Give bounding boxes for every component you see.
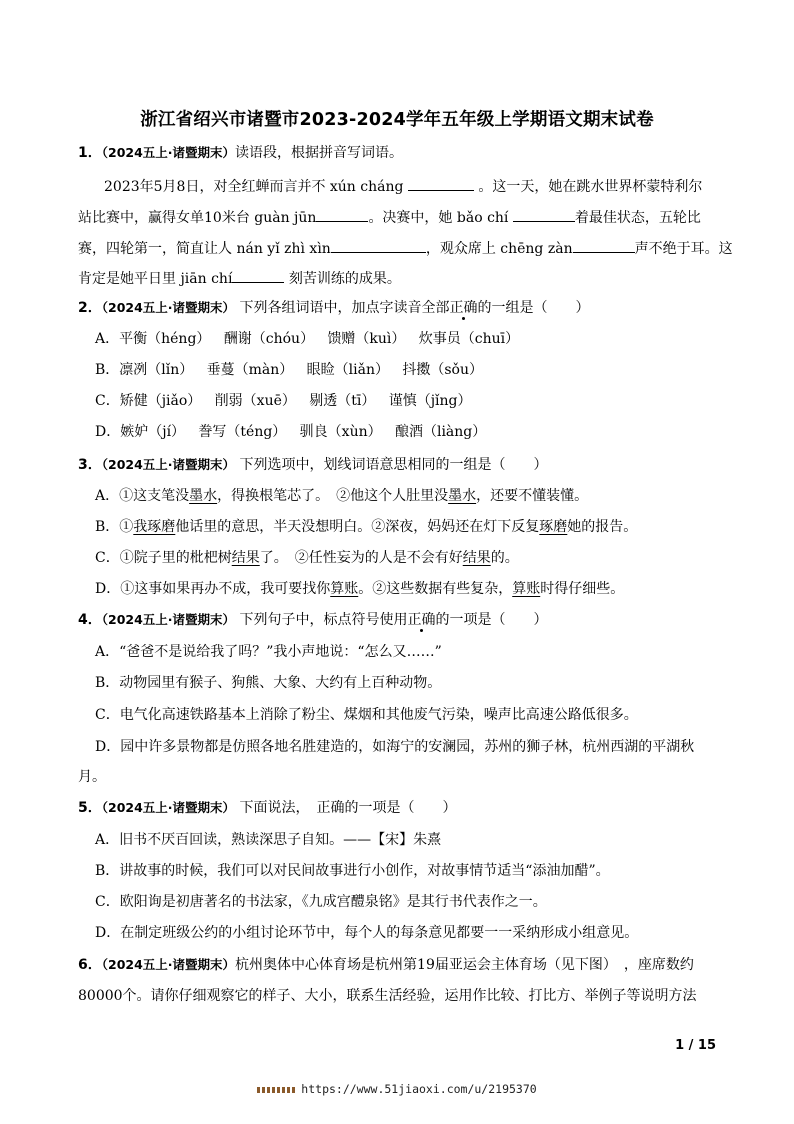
question-stem: 下列各组词语中，加点字读音全部 xyxy=(239,300,450,316)
answer-blank[interactable] xyxy=(408,175,474,191)
option-c[interactable]: C．欧阳询是初唐著名的书法家，《九成宫醴泉铭》是其行书代表作之一。 xyxy=(95,894,547,910)
text-segment: 刻苦训练的成果。 xyxy=(288,271,401,287)
underlined-word: 我琢磨 xyxy=(133,519,176,535)
footer-watermark xyxy=(0,1082,794,1096)
text-segment: 。②这些数据有些复杂， xyxy=(358,581,513,597)
question-stem: 下列句子中，标点符号使用 xyxy=(239,612,408,628)
answer-blank[interactable] xyxy=(232,267,284,283)
question-stem: 的一项是（ ） xyxy=(435,612,548,628)
word-item: 剔透（tī） xyxy=(309,393,376,409)
underlined-word: 算账 xyxy=(512,581,541,597)
word-item: 眼睑（liǎn） xyxy=(306,362,389,378)
question-stem: 杭州奥体中心体育场是杭州第19届亚运会主体育场（见下图） ，座席数约 xyxy=(235,957,694,973)
option-d[interactable] xyxy=(95,422,745,442)
question-3-header xyxy=(78,455,728,475)
text-segment: 他话里的意思，半天没想明白。②深夜，妈妈还在灯下反复 xyxy=(175,519,540,535)
text-segment: 她的报告。 xyxy=(567,519,638,535)
question-source: （2024五上·诸暨期末） xyxy=(101,800,236,815)
word-item: 嫉妒（jí） xyxy=(120,424,186,440)
question-6-stem-continued: 80000个。请你仔细观察它的样子、大小，联系生活经验，运用作比较、打比方、举例子等说明方法 xyxy=(78,988,697,1004)
question-number: 4． xyxy=(78,612,102,628)
question-stem: 的一组是（ ） xyxy=(477,300,590,316)
word-item: 酬谢（chóu） xyxy=(223,331,315,347)
emphasized-word: 正确 xyxy=(449,300,478,316)
exam-title: 浙江省绍兴市诸暨市2023-2024学年五年级上学期语文期末试卷 xyxy=(140,110,654,130)
text-segment: ①这支笔没 xyxy=(119,488,190,504)
option-a[interactable] xyxy=(95,329,745,349)
option-a[interactable]: A．旧书不厌百回读，熟读深思子自知。——【宋】朱熹 xyxy=(95,832,442,848)
word-item: 驯良（xùn） xyxy=(299,424,382,440)
underlined-word: 墨水 xyxy=(189,488,218,504)
underlined-word: 算账 xyxy=(330,581,359,597)
question-source: （2024五上·诸暨期末） xyxy=(101,145,236,160)
text-segment: 2023年5月8日，对全红蝉而言并不 xún cháng xyxy=(104,179,404,195)
text-segment: ①这事如果再办不成，我可要找你 xyxy=(120,581,331,597)
question-stem: 下列选项中，划线词语意思相同的一组是（ ） xyxy=(239,457,548,473)
text-segment: 肯定是她平日里 jiān chí xyxy=(78,271,233,287)
word-item: 垂蔓（màn） xyxy=(206,362,294,378)
question-source: （2024五上·诸暨期末） xyxy=(101,957,236,972)
answer-blank[interactable] xyxy=(513,206,575,222)
text-segment: ，还要不懂装懂。 xyxy=(476,488,589,504)
question-number: 6． xyxy=(78,957,102,973)
option-label: D． xyxy=(95,581,121,597)
word-item: 酿酒（liàng） xyxy=(394,424,487,440)
option-b[interactable]: B．讲故事的时候，我们可以对民间故事进行小创作，对故事情节适当“添油加醋”。 xyxy=(95,863,610,879)
word-item: 誊写（téng） xyxy=(198,424,287,440)
text-segment: ，观众席上 chēng zàn xyxy=(425,241,573,257)
text-segment: ①院子里的枇杷树 xyxy=(119,550,232,566)
option-d[interactable] xyxy=(95,579,745,599)
option-a[interactable] xyxy=(95,486,745,506)
option-label: B． xyxy=(95,519,120,535)
option-b[interactable] xyxy=(95,517,745,537)
answer-blank[interactable] xyxy=(331,237,426,253)
word-item: 平衡（héng） xyxy=(119,331,211,347)
underlined-word: 琢磨 xyxy=(539,519,568,535)
word-item: 抖擞（sǒu） xyxy=(402,362,483,378)
option-label: A． xyxy=(95,488,120,504)
question-1-header xyxy=(78,143,728,163)
q1-paragraph-line xyxy=(78,237,733,259)
option-c[interactable]: C．电气化高速铁路基本上消除了粉尘、煤烟和其他废气污染，噪声比高速公路低很多。 xyxy=(95,707,638,723)
answer-blank[interactable] xyxy=(573,237,635,253)
option-d[interactable]: D．园中许多景物都是仿照各地名胜建造的，如海宁的安澜园，苏州的狮子林，杭州西湖的平湖秋 xyxy=(95,739,695,755)
word-item: 炊事员（chuī） xyxy=(418,331,520,347)
question-number: 3． xyxy=(78,457,102,473)
question-stem: 下面说法， 正确的一项是（ ） xyxy=(239,800,457,816)
question-number: 1． xyxy=(78,145,102,161)
option-d[interactable]: D．在制定班级公约的小组讨论环节中，每个人的每条意见都要一一采纳形成小组意见。 xyxy=(95,925,639,941)
answer-blank[interactable] xyxy=(316,206,368,222)
text-segment: 了。 ②任性妄为的人是不会有好 xyxy=(259,550,463,566)
logo-icon xyxy=(257,1087,295,1093)
text-segment: 声不绝于耳。这 xyxy=(634,241,733,257)
question-4-header xyxy=(78,610,728,630)
option-d-continued: 月。 xyxy=(78,769,106,785)
word-item: 削弱（xuē） xyxy=(214,393,296,409)
emphasized-word: 正确 xyxy=(407,612,436,628)
q1-paragraph-line xyxy=(78,206,728,228)
option-a[interactable]: A．“爸爸不是说给我了吗？”我小声地说：“怎么又……” xyxy=(95,644,442,660)
underlined-word: 墨水 xyxy=(448,488,477,504)
question-2-header xyxy=(78,298,728,318)
question-source: （2024五上·诸暨期末） xyxy=(101,612,236,627)
underlined-word: 结果 xyxy=(462,550,491,566)
text-segment: 时得仔细些。 xyxy=(540,581,625,597)
word-item: 矫健（jiǎo） xyxy=(119,393,202,409)
text-segment: 着最佳状态，五轮比 xyxy=(574,210,701,226)
question-number: 5． xyxy=(78,800,102,816)
option-c[interactable] xyxy=(95,391,745,411)
page-number: 1 / 15 xyxy=(675,1038,716,1053)
question-6-header xyxy=(78,955,728,975)
text-segment: ，得换根笔芯了。 ②他这个人肚里没 xyxy=(217,488,449,504)
question-number: 2． xyxy=(78,300,102,316)
footer-url[interactable]: https://www.51jiaoxi.com/u/2195370 xyxy=(301,1082,537,1096)
option-label: C． xyxy=(95,393,120,409)
question-5-header xyxy=(78,798,728,818)
text-segment: 。决赛中，她 bǎo chí xyxy=(368,210,509,226)
text-segment: 站比赛中，赢得女单10米台 guàn jūn xyxy=(78,210,317,226)
q1-paragraph-line xyxy=(78,267,728,289)
option-c[interactable] xyxy=(95,548,745,568)
text-segment: 。这一天，她在跳水世界杯蒙特利尔 xyxy=(478,179,703,195)
text-segment: 的。 xyxy=(490,550,519,566)
underlined-word: 结果 xyxy=(231,550,260,566)
q1-paragraph-line xyxy=(104,175,728,197)
option-label: B． xyxy=(95,362,120,378)
word-item: 谨慎（jǐng） xyxy=(388,393,472,409)
question-stem: 读语段，根据拼音写词语。 xyxy=(235,145,404,161)
option-label: D． xyxy=(95,424,121,440)
word-item: 馈赠（kuì） xyxy=(327,331,406,347)
word-item: 凛冽（lǐn） xyxy=(119,362,194,378)
option-b[interactable] xyxy=(95,360,745,380)
text-segment: ① xyxy=(119,519,134,535)
option-label: C． xyxy=(95,550,120,566)
option-b[interactable]: B．动物园里有猴子、狗熊、大象、大约有上百种动物。 xyxy=(95,675,442,691)
text-segment: 赛，四轮第一，简直让人 nán yǐ zhì xìn xyxy=(78,241,331,257)
question-source: （2024五上·诸暨期末） xyxy=(101,457,236,472)
question-source: （2024五上·诸暨期末） xyxy=(101,300,236,315)
option-label: A． xyxy=(95,331,120,347)
